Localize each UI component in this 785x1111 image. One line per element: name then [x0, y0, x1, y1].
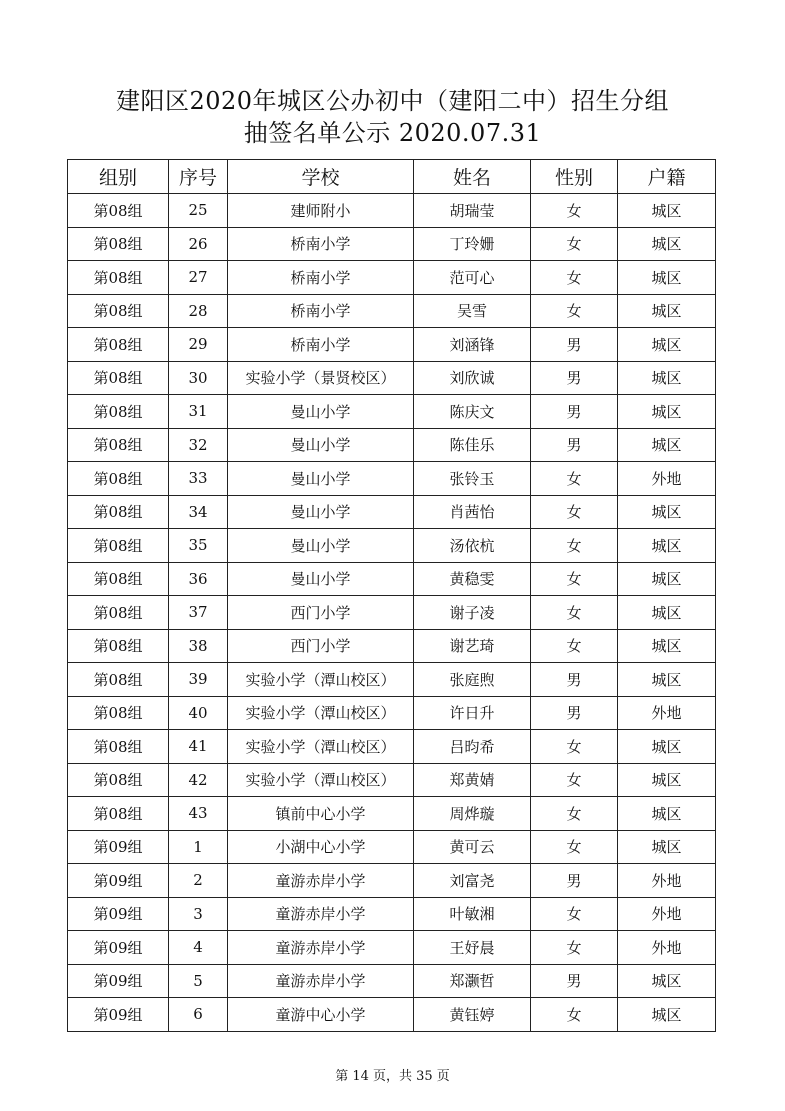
cell-gender: 女 — [531, 730, 618, 764]
cell-group: 第09组 — [68, 998, 169, 1032]
cell-number: 3 — [169, 897, 228, 931]
cell-gender: 女 — [531, 261, 618, 295]
cell-school: 桥南小学 — [228, 227, 414, 261]
table-row — [68, 462, 716, 496]
header-group: 组别 — [68, 160, 169, 194]
cell-group: 第08组 — [68, 261, 169, 295]
cell-gender: 男 — [531, 663, 618, 697]
header-gender: 性别 — [531, 160, 618, 194]
cell-residence: 外地 — [618, 462, 716, 496]
cell-name: 肖茜怡 — [414, 495, 531, 529]
table-row — [68, 596, 716, 630]
cell-number: 38 — [169, 629, 228, 663]
cell-name: 张铃玉 — [414, 462, 531, 496]
cell-group: 第08组 — [68, 730, 169, 764]
cell-group: 第08组 — [68, 194, 169, 228]
cell-name: 胡瑞莹 — [414, 194, 531, 228]
cell-residence: 城区 — [618, 495, 716, 529]
cell-gender: 女 — [531, 629, 618, 663]
cell-residence: 城区 — [618, 797, 716, 831]
table-row — [68, 361, 716, 395]
cell-residence: 城区 — [618, 629, 716, 663]
cell-school: 实验小学（潭山校区） — [228, 663, 414, 697]
cell-school: 曼山小学 — [228, 495, 414, 529]
cell-name: 郑灏哲 — [414, 964, 531, 998]
cell-name: 范可心 — [414, 261, 531, 295]
cell-number: 30 — [169, 361, 228, 395]
cell-residence: 城区 — [618, 227, 716, 261]
table-row — [68, 395, 716, 429]
cell-group: 第08组 — [68, 797, 169, 831]
cell-gender: 女 — [531, 227, 618, 261]
cell-school: 小湖中心小学 — [228, 830, 414, 864]
table-row — [68, 261, 716, 295]
table-row — [68, 864, 716, 898]
table-row — [68, 696, 716, 730]
cell-residence: 外地 — [618, 897, 716, 931]
table-row — [68, 529, 716, 563]
table-row — [68, 763, 716, 797]
cell-number: 40 — [169, 696, 228, 730]
cell-school: 童游中心小学 — [228, 998, 414, 1032]
cell-name: 张庭煦 — [414, 663, 531, 697]
cell-name: 周烨璇 — [414, 797, 531, 831]
cell-group: 第09组 — [68, 964, 169, 998]
cell-name: 汤依杭 — [414, 529, 531, 563]
cell-gender: 女 — [531, 830, 618, 864]
cell-residence: 城区 — [618, 261, 716, 295]
cell-gender: 女 — [531, 495, 618, 529]
table-row — [68, 495, 716, 529]
table-row — [68, 328, 716, 362]
cell-number: 36 — [169, 562, 228, 596]
table-row — [68, 562, 716, 596]
table-row — [68, 294, 716, 328]
cell-number: 42 — [169, 763, 228, 797]
table-row — [68, 663, 716, 697]
cell-school: 桥南小学 — [228, 328, 414, 362]
cell-name: 刘涵锋 — [414, 328, 531, 362]
cell-residence: 城区 — [618, 529, 716, 563]
cell-group: 第08组 — [68, 663, 169, 697]
table-row — [68, 730, 716, 764]
cell-school: 曼山小学 — [228, 529, 414, 563]
cell-gender: 女 — [531, 797, 618, 831]
cell-residence: 城区 — [618, 763, 716, 797]
cell-school: 曼山小学 — [228, 395, 414, 429]
cell-gender: 女 — [531, 897, 618, 931]
cell-gender: 男 — [531, 696, 618, 730]
cell-group: 第08组 — [68, 763, 169, 797]
cell-school: 曼山小学 — [228, 462, 414, 496]
cell-name: 叶敏湘 — [414, 897, 531, 931]
cell-name: 郑黄婧 — [414, 763, 531, 797]
cell-group: 第09组 — [68, 897, 169, 931]
cell-group: 第08组 — [68, 328, 169, 362]
table-row — [68, 830, 716, 864]
cell-group: 第08组 — [68, 696, 169, 730]
cell-school: 童游赤岸小学 — [228, 897, 414, 931]
cell-residence: 外地 — [618, 696, 716, 730]
cell-name: 吕昀希 — [414, 730, 531, 764]
cell-number: 32 — [169, 428, 228, 462]
enrollment-table — [67, 159, 716, 1032]
cell-group: 第08组 — [68, 395, 169, 429]
table-row — [68, 227, 716, 261]
cell-group: 第08组 — [68, 596, 169, 630]
cell-name: 谢子凌 — [414, 596, 531, 630]
cell-gender: 女 — [531, 562, 618, 596]
cell-number: 4 — [169, 931, 228, 965]
cell-number: 35 — [169, 529, 228, 563]
cell-number: 37 — [169, 596, 228, 630]
cell-residence: 城区 — [618, 730, 716, 764]
cell-number: 25 — [169, 194, 228, 228]
cell-group: 第08组 — [68, 462, 169, 496]
table-header-row — [68, 160, 716, 194]
table-row — [68, 897, 716, 931]
cell-name: 许日升 — [414, 696, 531, 730]
cell-gender: 女 — [531, 194, 618, 228]
cell-number: 1 — [169, 830, 228, 864]
cell-name: 陈庆文 — [414, 395, 531, 429]
cell-name: 黄钰婷 — [414, 998, 531, 1032]
cell-number: 31 — [169, 395, 228, 429]
table-row — [68, 428, 716, 462]
document-subtitle: 抽签名单公示 2020.07.31 — [243, 119, 542, 147]
cell-group: 第08组 — [68, 562, 169, 596]
cell-school: 童游赤岸小学 — [228, 964, 414, 998]
cell-residence: 城区 — [618, 964, 716, 998]
cell-gender: 男 — [531, 395, 618, 429]
cell-group: 第09组 — [68, 931, 169, 965]
cell-school: 曼山小学 — [228, 562, 414, 596]
table-row — [68, 629, 716, 663]
cell-group: 第08组 — [68, 361, 169, 395]
cell-school: 西门小学 — [228, 596, 414, 630]
cell-name: 王妤晨 — [414, 931, 531, 965]
cell-residence: 城区 — [618, 194, 716, 228]
cell-gender: 女 — [531, 529, 618, 563]
cell-residence: 城区 — [618, 998, 716, 1032]
document-title: 建阳区2020年城区公办初中（建阳二中）招生分组 — [115, 87, 670, 115]
cell-name: 谢艺琦 — [414, 629, 531, 663]
cell-name: 刘富尧 — [414, 864, 531, 898]
cell-number: 29 — [169, 328, 228, 362]
cell-number: 33 — [169, 462, 228, 496]
cell-number: 41 — [169, 730, 228, 764]
cell-number: 5 — [169, 964, 228, 998]
cell-residence: 城区 — [618, 428, 716, 462]
cell-school: 桥南小学 — [228, 261, 414, 295]
cell-group: 第08组 — [68, 428, 169, 462]
table-row — [68, 998, 716, 1032]
cell-residence: 城区 — [618, 328, 716, 362]
header-number: 序号 — [169, 160, 228, 194]
cell-residence: 城区 — [618, 361, 716, 395]
cell-gender: 女 — [531, 763, 618, 797]
cell-school: 实验小学（潭山校区） — [228, 763, 414, 797]
header-school: 学校 — [228, 160, 414, 194]
page-footer: 第 14 页，共 35 页 — [335, 1069, 450, 1084]
cell-name: 刘欣诚 — [414, 361, 531, 395]
cell-gender: 女 — [531, 931, 618, 965]
cell-school: 建师附小 — [228, 194, 414, 228]
table-row — [68, 964, 716, 998]
cell-school: 曼山小学 — [228, 428, 414, 462]
cell-residence: 城区 — [618, 663, 716, 697]
cell-number: 34 — [169, 495, 228, 529]
cell-school: 童游赤岸小学 — [228, 931, 414, 965]
cell-school: 镇前中心小学 — [228, 797, 414, 831]
cell-residence: 外地 — [618, 864, 716, 898]
cell-group: 第08组 — [68, 529, 169, 563]
cell-gender: 男 — [531, 428, 618, 462]
cell-gender: 男 — [531, 361, 618, 395]
header-name: 姓名 — [414, 160, 531, 194]
cell-name: 黄稳雯 — [414, 562, 531, 596]
table-row — [68, 931, 716, 965]
header-residence: 户籍 — [618, 160, 716, 194]
cell-number: 27 — [169, 261, 228, 295]
cell-number: 6 — [169, 998, 228, 1032]
cell-gender: 男 — [531, 328, 618, 362]
cell-school: 桥南小学 — [228, 294, 414, 328]
cell-group: 第09组 — [68, 864, 169, 898]
cell-number: 28 — [169, 294, 228, 328]
table-row — [68, 194, 716, 228]
cell-gender: 女 — [531, 998, 618, 1032]
cell-school: 实验小学（景贤校区） — [228, 361, 414, 395]
cell-group: 第08组 — [68, 495, 169, 529]
table-body — [68, 194, 716, 1032]
cell-group: 第09组 — [68, 830, 169, 864]
cell-school: 童游赤岸小学 — [228, 864, 414, 898]
cell-residence: 城区 — [618, 830, 716, 864]
table-row — [68, 797, 716, 831]
cell-number: 39 — [169, 663, 228, 697]
cell-residence: 城区 — [618, 395, 716, 429]
cell-number: 26 — [169, 227, 228, 261]
cell-gender: 女 — [531, 294, 618, 328]
cell-group: 第08组 — [68, 629, 169, 663]
cell-school: 实验小学（潭山校区） — [228, 696, 414, 730]
cell-residence: 城区 — [618, 562, 716, 596]
cell-gender: 男 — [531, 964, 618, 998]
cell-gender: 女 — [531, 462, 618, 496]
cell-number: 43 — [169, 797, 228, 831]
cell-group: 第08组 — [68, 294, 169, 328]
cell-number: 2 — [169, 864, 228, 898]
cell-name: 陈佳乐 — [414, 428, 531, 462]
cell-school: 实验小学（潭山校区） — [228, 730, 414, 764]
cell-residence: 城区 — [618, 294, 716, 328]
cell-name: 丁玲姗 — [414, 227, 531, 261]
cell-residence: 城区 — [618, 596, 716, 630]
cell-gender: 男 — [531, 864, 618, 898]
cell-residence: 外地 — [618, 931, 716, 965]
cell-name: 吴雪 — [414, 294, 531, 328]
cell-name: 黄可云 — [414, 830, 531, 864]
cell-gender: 女 — [531, 596, 618, 630]
cell-school: 西门小学 — [228, 629, 414, 663]
cell-group: 第08组 — [68, 227, 169, 261]
